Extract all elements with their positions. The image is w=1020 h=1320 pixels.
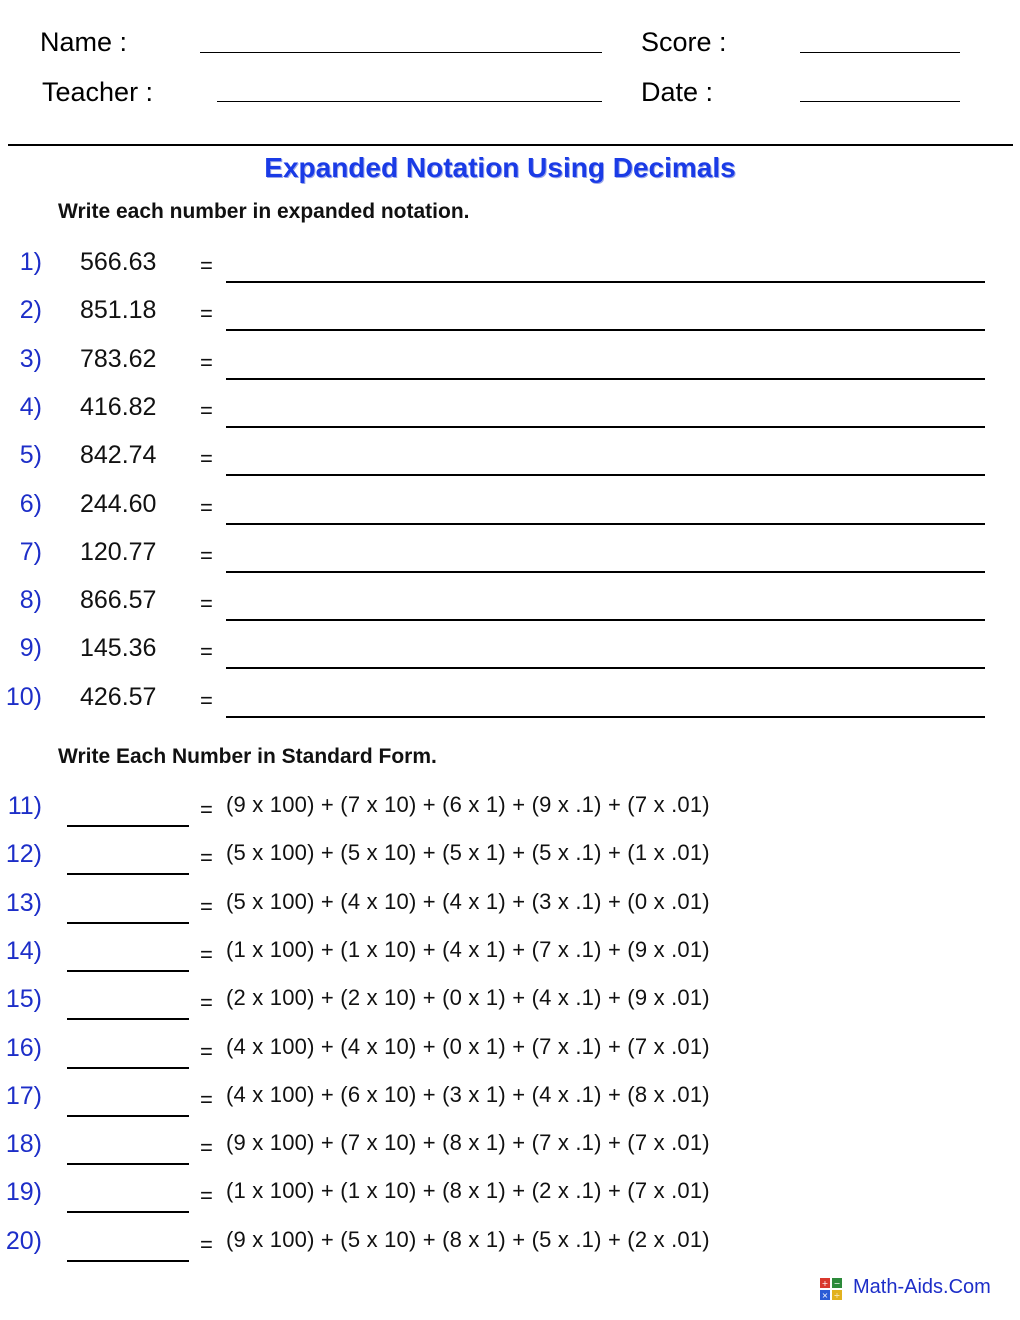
math-aids-logo-icon (820, 1278, 842, 1300)
equals-sign: = (200, 542, 213, 568)
problem-value: 416.82 (80, 392, 157, 421)
problem-number: 19) (5, 1178, 42, 1207)
svg-text:−: − (833, 1279, 841, 1288)
equals-sign: = (200, 397, 213, 423)
problem-value: 842.74 (80, 441, 157, 470)
answer-line[interactable] (226, 667, 985, 669)
footer-brand-text: Math-Aids.Com (853, 1276, 991, 1298)
problem-number: 13) (5, 888, 42, 917)
equals-sign: = (200, 349, 213, 375)
problem-row (0, 1178, 1000, 1218)
problem-row (0, 586, 1000, 626)
problem-row (0, 792, 1000, 832)
expanded-expression: (5 x 100) + (4 x 10) + (4 x 1) + (3 x .1) + (0 x .01) (226, 888, 710, 914)
problem-row (0, 889, 1000, 929)
problem-number: 11) (7, 792, 42, 820)
equals-sign: = (200, 990, 213, 1016)
answer-blank[interactable] (67, 922, 189, 924)
problem-number: 15) (5, 985, 42, 1014)
answer-blank[interactable] (67, 1018, 189, 1020)
problem-number: 9) (19, 634, 42, 663)
problem-value: 244.60 (80, 489, 157, 518)
name-field-line[interactable] (200, 52, 602, 53)
equals-sign: = (200, 845, 213, 871)
equals-sign: = (200, 1038, 213, 1064)
expanded-expression: (2 x 100) + (2 x 10) + (0 x 1) + (4 x .1) + (9 x .01) (226, 985, 710, 1011)
answer-blank[interactable] (67, 1163, 189, 1165)
expanded-expression: (9 x 100) + (5 x 10) + (8 x 1) + (5 x .1) + (2 x .01) (226, 1226, 710, 1252)
answer-blank[interactable] (67, 873, 189, 875)
equals-sign: = (200, 253, 213, 278)
problem-number: 2) (19, 296, 42, 325)
svg-text:÷: ÷ (833, 1291, 841, 1300)
svg-text:×: × (821, 1291, 829, 1300)
worksheet-title: Expanded Notation Using Decimals (264, 152, 736, 183)
problem-number: 7) (19, 537, 42, 566)
equals-sign: = (200, 1183, 213, 1209)
problem-number: 10) (5, 682, 42, 711)
problem-row (0, 683, 1000, 723)
problem-value: 783.62 (80, 344, 157, 373)
section2-instruction: Write Each Number in Standard Form. (58, 745, 437, 768)
problem-row (0, 1227, 1000, 1267)
answer-line[interactable] (226, 523, 985, 525)
problem-row (0, 1034, 1000, 1074)
answer-line[interactable] (226, 281, 985, 283)
answer-line[interactable] (226, 378, 985, 380)
problem-row (0, 1130, 1000, 1170)
answer-line[interactable] (226, 571, 985, 573)
teacher-label: Teacher : (42, 77, 154, 107)
score-field-line[interactable] (800, 52, 960, 53)
header-divider (8, 144, 1013, 146)
answer-blank[interactable] (67, 1211, 189, 1213)
problem-row (0, 985, 1000, 1025)
answer-blank[interactable] (67, 1067, 189, 1069)
answer-blank[interactable] (67, 970, 189, 972)
problem-number: 1) (19, 248, 42, 276)
date-field-line[interactable] (800, 101, 960, 102)
problem-value: 866.57 (80, 586, 157, 615)
answer-line[interactable] (226, 474, 985, 476)
answer-line[interactable] (226, 619, 985, 621)
equals-sign: = (200, 797, 213, 822)
answer-blank[interactable] (67, 825, 189, 827)
problem-row (0, 634, 1000, 674)
problem-number: 14) (5, 936, 42, 965)
equals-sign: = (200, 1086, 213, 1112)
name-label: Name : (40, 27, 128, 57)
problem-row (0, 248, 1000, 288)
problem-row (0, 937, 1000, 977)
problem-number: 12) (5, 840, 42, 869)
date-label: Date : (641, 77, 714, 107)
problem-row (0, 490, 1000, 530)
problem-number: 8) (19, 586, 42, 615)
problem-value: 145.36 (80, 634, 157, 663)
equals-sign: = (200, 494, 213, 520)
problem-value: 120.77 (80, 537, 157, 566)
problem-value: 566.63 (80, 248, 157, 276)
problem-number: 6) (19, 489, 42, 518)
problem-number: 5) (19, 441, 42, 470)
answer-line[interactable] (226, 426, 985, 428)
equals-sign: = (200, 591, 213, 617)
problem-value: 426.57 (80, 682, 157, 711)
expanded-expression: (4 x 100) + (6 x 10) + (3 x 1) + (4 x .1) + (8 x .01) (226, 1081, 710, 1107)
problem-value: 851.18 (80, 296, 157, 325)
problem-number: 16) (5, 1033, 42, 1062)
equals-sign: = (200, 893, 213, 919)
problem-row (0, 840, 1000, 880)
answer-line[interactable] (226, 716, 985, 718)
expanded-expression: (1 x 100) + (1 x 10) + (8 x 1) + (2 x .1) + (7 x .01) (226, 1178, 710, 1204)
expanded-expression: (5 x 100) + (5 x 10) + (5 x 1) + (5 x .1) + (1 x .01) (226, 840, 710, 866)
equals-sign: = (200, 687, 213, 713)
problem-number: 17) (5, 1081, 42, 1110)
problem-number: 20) (5, 1226, 42, 1255)
section1-instruction: Write each number in expanded notation. (58, 200, 470, 223)
score-label: Score : (641, 27, 727, 57)
equals-sign: = (200, 1135, 213, 1161)
expanded-expression: (9 x 100) + (7 x 10) + (8 x 1) + (7 x .1) + (7 x .01) (226, 1130, 710, 1156)
equals-sign: = (200, 446, 213, 472)
expanded-expression: (4 x 100) + (4 x 10) + (0 x 1) + (7 x .1) + (7 x .01) (226, 1033, 710, 1059)
problem-row (0, 296, 1000, 336)
problem-row (0, 441, 1000, 481)
problem-number: 3) (19, 344, 42, 373)
equals-sign: = (200, 639, 213, 665)
teacher-field-line[interactable] (217, 101, 602, 102)
answer-blank[interactable] (67, 1260, 189, 1262)
answer-blank[interactable] (67, 1115, 189, 1117)
problem-row (0, 393, 1000, 433)
expanded-expression: (1 x 100) + (1 x 10) + (4 x 1) + (7 x .1) + (9 x .01) (226, 936, 710, 962)
equals-sign: = (200, 941, 213, 967)
expanded-expression: (9 x 100) + (7 x 10) + (6 x 1) + (9 x .1) + (7 x .01) (226, 792, 710, 817)
svg-text:+: + (821, 1279, 829, 1288)
equals-sign: = (200, 301, 213, 327)
problem-number: 4) (19, 392, 42, 421)
problem-number: 18) (5, 1130, 42, 1159)
equals-sign: = (200, 1231, 213, 1257)
problem-row (0, 538, 1000, 578)
problem-row (0, 1082, 1000, 1122)
problem-row (0, 345, 1000, 385)
answer-line[interactable] (226, 329, 985, 331)
